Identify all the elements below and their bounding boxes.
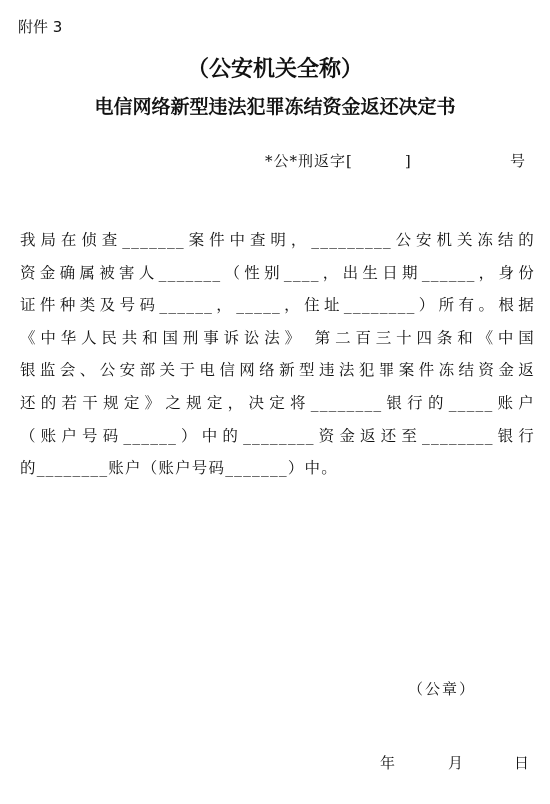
body-line: 的________账户（账户号码_______）中。: [20, 459, 338, 478]
body-line: 《中华人民共和国刑事诉讼法》 第二百三十四条和《中国: [20, 328, 535, 347]
body-line: （账户号码______）中的________资金返还至________银行: [20, 426, 535, 445]
body-line: 银监会、公安部关于电信网络新型违法犯罪案件冻结资金返: [20, 361, 535, 380]
date-month: 月: [448, 754, 464, 772]
document-subtitle: 电信网络新型违法犯罪冻结资金返还决定书: [94, 96, 456, 118]
body-line: 资金确属被害人_______（性别____，出生日期______，身份: [20, 263, 535, 282]
document-number: [265, 150, 412, 171]
document-title: （公安机关全称）: [186, 57, 363, 82]
body-line: 还的若干规定》之规定，决定将________银行的_____账户: [20, 393, 535, 412]
date-line: [380, 752, 529, 773]
document-number-prefix: *公*刑返字[: [265, 152, 353, 170]
body-line: 证件种类及号码______，_____，住址________）所有。根据: [20, 296, 535, 315]
document-number-suffix: 号: [510, 152, 526, 170]
date-year: 年: [380, 754, 396, 772]
document-number-bracket-close: ]: [404, 152, 412, 170]
body-paragraph: [20, 224, 535, 485]
official-seal-label: （公章）: [408, 680, 477, 698]
attachment-label: 附件 3: [18, 18, 63, 36]
date-day: 日: [514, 754, 530, 772]
body-line: 我局在侦查_______案件中查明，_________公安机关冻结的: [20, 231, 535, 249]
